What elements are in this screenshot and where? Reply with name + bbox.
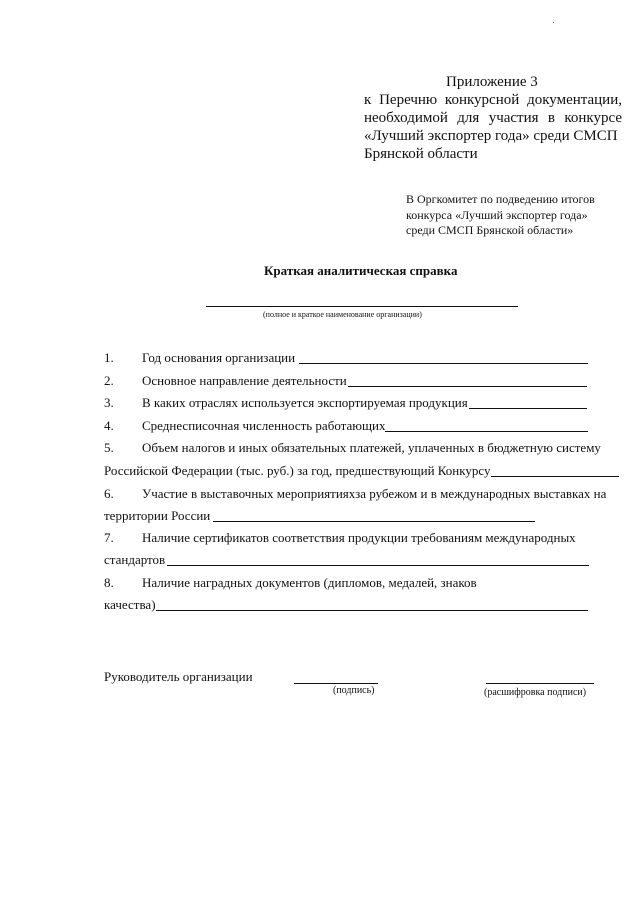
appendix-line-1: к Перечню конкурсной документации, — [364, 92, 622, 108]
item-3-label: В каких отраслях используется экспортируемая продукция — [142, 395, 468, 410]
item-5-field[interactable] — [491, 476, 619, 477]
signature-decode-field[interactable] — [486, 683, 594, 684]
item-3-number: 3. — [104, 395, 114, 410]
item-6-number: 6. — [104, 486, 114, 501]
item-4-label: Среднесписочная численность работающих — [142, 418, 386, 433]
item-4-number: 4. — [104, 418, 114, 433]
item-8-label-cont: качества) — [104, 597, 156, 612]
item-7-label-cont: стандартов — [104, 552, 166, 567]
item-2-number: 2. — [104, 373, 114, 388]
item-7-number: 7. — [104, 530, 114, 545]
item-5-label: Объем налогов и иных обязательных платежей, уплаченных в бюджетную систему — [142, 440, 601, 455]
item-7-field[interactable] — [167, 565, 589, 566]
appendix-line-4: Брянской области — [364, 146, 478, 162]
signature-field[interactable] — [294, 683, 378, 684]
org-name-field[interactable] — [206, 306, 518, 307]
org-name-caption: (полное и краткое наименование организации) — [263, 310, 422, 319]
signature-caption: (подпись) — [333, 685, 375, 696]
item-6-label-cont: территории России — [104, 508, 211, 523]
item-5-label-cont: Российской Федерации (тыс. руб.) за год, предшествующий Конкурсу — [104, 463, 491, 478]
addressee-line-2: конкурса «Лучший экспортер года» — [406, 208, 588, 222]
appendix-title: Приложение 3 — [446, 74, 538, 90]
item-6-field[interactable] — [213, 521, 535, 522]
item-2-label: Основное направление деятельности — [142, 373, 347, 388]
scan-speck — [553, 22, 554, 23]
item-5-number: 5. — [104, 440, 114, 455]
signature-label: Руководитель организации — [104, 669, 253, 684]
item-8-field[interactable] — [156, 610, 588, 611]
appendix-line-2: необходимой для участия в конкурсе — [364, 110, 622, 126]
document-title: Краткая аналитическая справка — [264, 263, 458, 278]
item-2-field[interactable] — [348, 386, 587, 387]
item-8-number: 8. — [104, 575, 114, 590]
item-4-field[interactable] — [385, 431, 588, 432]
item-1-label: Год основания организации — [142, 350, 296, 365]
appendix-line-3: «Лучший экспортер года» среди СМСП — [364, 128, 618, 144]
item-3-field[interactable] — [469, 408, 587, 409]
item-7-label: Наличие сертификатов соответствия продукции требованиям международных — [142, 530, 576, 545]
addressee-line-3: среди СМСП Брянской области» — [406, 223, 574, 237]
addressee-line-1: В Оргкомитет по подведению итогов — [406, 192, 595, 206]
item-1-field[interactable] — [299, 363, 588, 364]
signature-decode-caption: (расшифровка подписи) — [484, 687, 587, 698]
item-8-label: Наличие наградных документов (дипломов, медалей, знаков — [142, 575, 477, 590]
item-6-label: Участие в выставочных мероприятияхза рубежом и в международных выставках на — [142, 486, 607, 501]
item-1-number: 1. — [104, 350, 114, 365]
